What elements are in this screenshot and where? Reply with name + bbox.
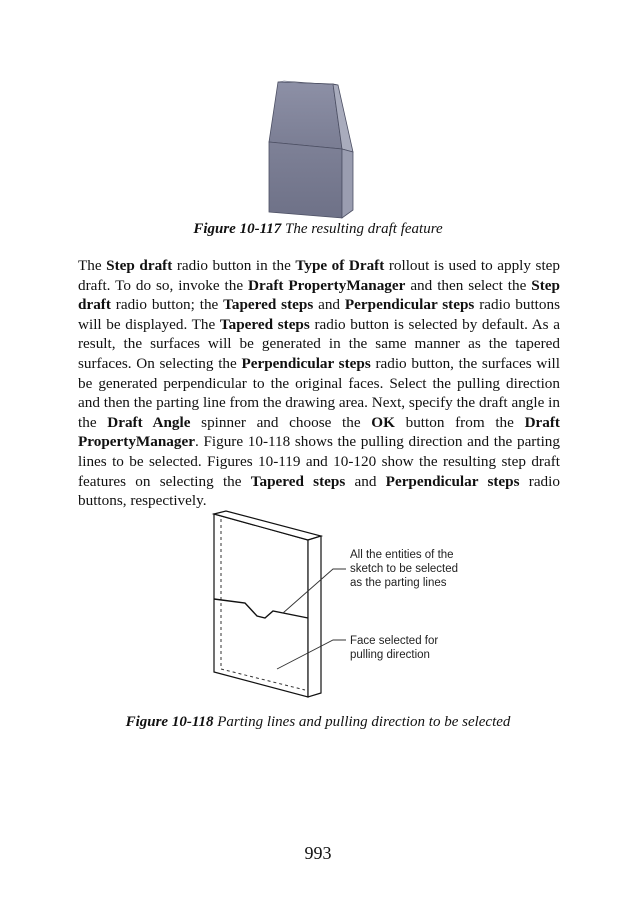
text-run: rollout is used to apply step draft. To do so, invoke the	[78, 257, 560, 294]
text-run: radio buttons, respectively.	[78, 472, 560, 510]
bold-term: Draft PropertyManager	[248, 276, 406, 294]
text-run: The	[78, 257, 107, 274]
callout-face-line-1: Face selected for	[350, 635, 439, 647]
callout-parting-line-3: as the parting lines	[350, 577, 447, 589]
text-run: radio button, the surfaces will be generated perpendicular to the original faces. Select the pulling direction and then the parting line from the drawing area. Next, specify the draft angle in the	[78, 354, 560, 431]
callout-parting-line-2: sketch to be selected	[350, 563, 459, 575]
draft-feature-figure	[266, 77, 356, 223]
figure-10-117-caption: Figure 10-117 The resulting draft feature	[193, 221, 443, 237]
text-run: and then select the	[405, 276, 532, 294]
body-paragraph	[78, 256, 560, 511]
bold-term: Tapered steps	[250, 472, 346, 490]
text-run: radio button; the	[110, 296, 224, 314]
bold-term: Tapered steps	[223, 296, 314, 314]
bold-term: Step draft	[106, 257, 173, 274]
bold-term: Draft Angle	[107, 413, 191, 431]
bold-term: Perpendicular steps	[241, 354, 371, 372]
bold-term: Step draft	[78, 276, 560, 314]
text-run: button from the	[394, 413, 525, 431]
bold-term: Type of Draft	[295, 257, 385, 274]
text-run: and	[313, 296, 345, 314]
text-run: radio button in the	[172, 257, 296, 274]
bold-term: Perpendicular steps	[385, 472, 520, 490]
text-run: . Figure 10-118 shows the pulling direction and the parting lines to be selected. Figures 10-119 and 10-120 show the resulting step draft features on selecting the	[78, 433, 560, 490]
page-number: 993	[304, 843, 332, 863]
text-run: spinner and choose the	[190, 413, 372, 431]
bold-term: Tapered steps	[219, 315, 310, 333]
text-run: and	[345, 472, 386, 490]
callout-face-line-2: pulling direction	[350, 649, 430, 661]
figure-10-118-caption: Figure 10-118 Parting lines and pulling direction to be selected	[125, 714, 511, 730]
bold-term: Perpendicular steps	[344, 296, 475, 314]
text-run: radio button is selected by default. As a result, the surfaces will be generated in the same manner as the tapered surfaces. On selecting the	[78, 315, 560, 372]
callout-parting-line-1: All the entities of the	[350, 549, 454, 561]
text-run: radio buttons will be displayed. The	[78, 296, 560, 333]
parting-lines-figure	[205, 507, 475, 707]
bold-term: Draft PropertyManager	[78, 413, 560, 451]
bold-term: OK	[371, 413, 395, 431]
